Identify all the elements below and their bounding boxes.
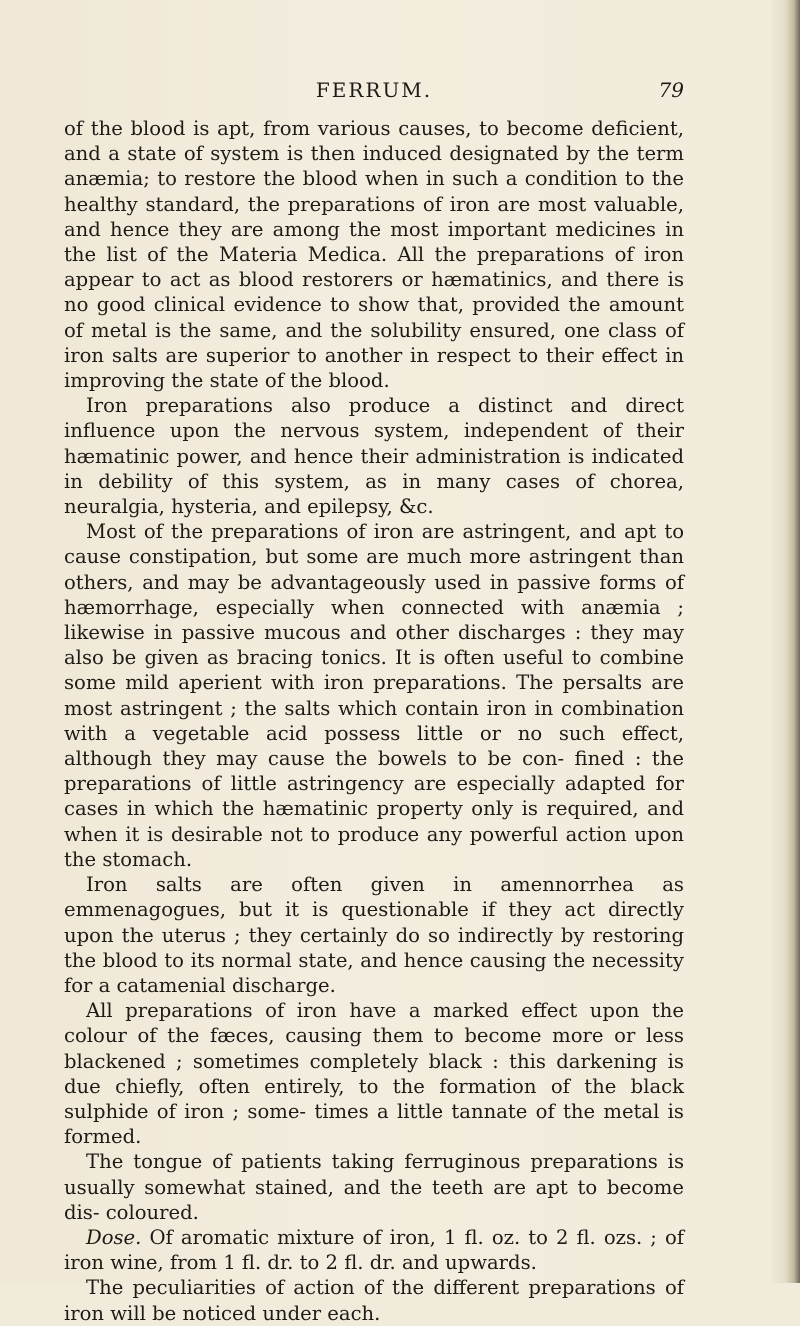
paragraph-tongue: The tongue of patients taking ferruginous preparations is usually somewhat stained, and the teeth are apt to become dis- coloured. [64, 1150, 684, 1224]
paragraph-nervous-system: Iron preparations also produce a distinct and direct influence upon the nervous system, independent of their hæmatinic power, and hence their administration is indicated in debility of this system, as in many cases of chorea, neuralgia, hysteria, and epilepsy, &c. [64, 394, 684, 519]
paragraph-astringency: Most of the preparations of iron are astringent, and apt to cause constipation, but some are much more astringent than others, and may be advantageously used in passive forms of hæmorrhage, especially when connected with anæmia ; likewise in passive mucous and other discharges : they may also be given as bracing tonics. It is often useful to combine some mild aperient with iron preparations. The persalts are most astringent ; the salts which contain iron in combination with a vegetable acid possess little or no such effect, although they may cause the bowels to be con- fined : the preparations of little astringency are especially adapted for cases in which the hæmatinic property only is required, and when it is desirable not to produce any powerful action upon the stomach. [64, 520, 684, 871]
page-edge-shadow [786, 0, 800, 1283]
paragraph-faeces-colour: All preparations of iron have a marked effect upon the colour of the fæces, causing them to become more or less blackened ; sometimes completely black : this darkening is due chiefly, often entirely, to the formation of the black sulphide of iron ; some- times a little tannate of the metal is formed. [64, 999, 684, 1149]
page-number: 79 [658, 78, 684, 102]
paragraph-dose [64, 1225, 684, 1275]
dose-label: Dose. [86, 1225, 142, 1249]
paragraph-continued: of the blood is apt, from various causes, to become deficient, and a state of system is then induced designated by the term anæmia; to restore the blood when in such a condition to the healthy standard, the preparations of iron are most valuable, and hence they are among the most important medicines in the list of the Materia Medica. All the preparations of iron appear to act as blood restorers or hæmatinics, and there is no good clinical evidence to show that, provided the amount of metal is the same, and the solubility ensured, one class of iron salts are superior to another in respect to their effect in improving the state of the blood. [64, 117, 684, 393]
dose-text: Of aromatic mixture of iron, 1 fl. oz. to 2 fl. ozs. ; of iron wine, from 1 fl. dr. to 2 fl. dr. and upwards. [64, 1225, 684, 1275]
body-text [64, 116, 684, 1326]
paragraph-closing: The peculiarities of action of the different preparations of iron will be noticed under each. [64, 1276, 684, 1325]
paragraph-emmenagogues: Iron salts are often given in amennorrhea as emmenagogues, but it is questionable if they act directly upon the uterus ; they certainly do so indirectly by restoring the blood to its normal state, and hence causing the necessity for a catamenial discharge. [64, 873, 684, 997]
running-head [64, 78, 684, 108]
running-title: FERRUM. [315, 78, 433, 102]
